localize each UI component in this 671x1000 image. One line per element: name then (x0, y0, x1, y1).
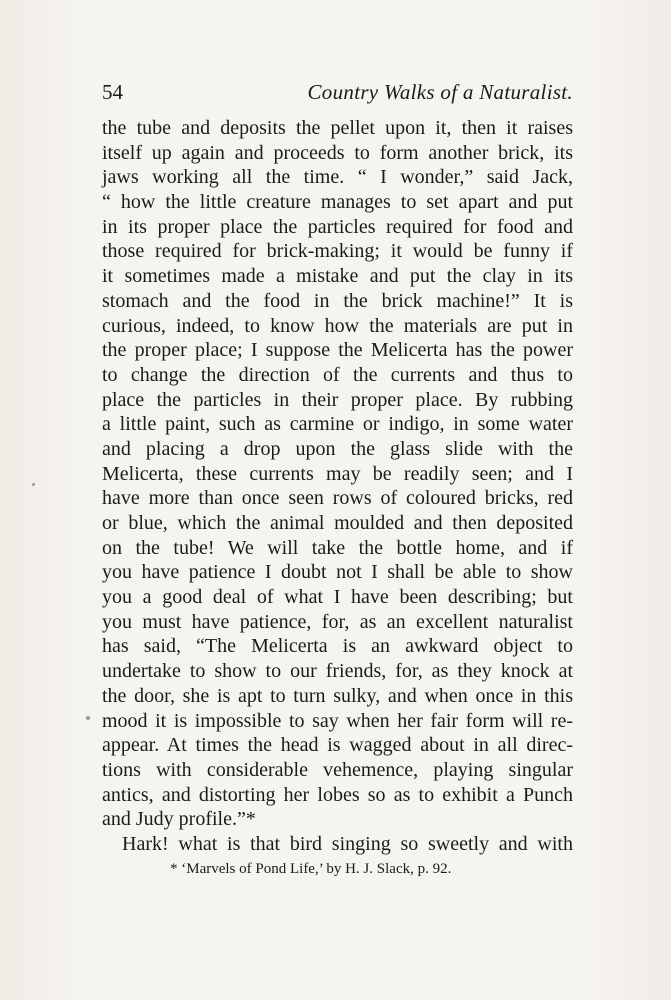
text-line: has said, “The Melicerta is an awkward object to (102, 635, 573, 658)
text-line: antics, and distorting her lobes so as to exhibit a Punch (102, 783, 573, 806)
text-line: Melicerta, these currents may be readily seen; and I (102, 462, 573, 485)
text-line: to change the direction of the currents and thus to (102, 363, 573, 386)
text-line: you a good deal of what I have been describing; but (102, 586, 573, 609)
text-line: have more than once seen rows of coloured bricks, red (102, 487, 573, 510)
text-line: those required for brick-making; it would be funny if (102, 240, 573, 263)
text-line: the proper place; I suppose the Melicerta has the power (102, 339, 573, 362)
text-line: and placing a drop upon the glass slide with the (102, 437, 573, 460)
text-line: stomach and the food in the brick machine!” It is (102, 289, 573, 312)
text-line: tions with considerable vehemence, playing singular (102, 758, 573, 781)
text-line: the door, she is apt to turn sulky, and when once in this (102, 684, 573, 707)
paragraph-end-line: and Judy profile.”* (102, 808, 256, 831)
text-line: undertake to show to our friends, for, as they knock at (102, 660, 573, 683)
text-line: you have patience I doubt not I shall be able to show (102, 561, 573, 584)
paper-speck (32, 483, 35, 486)
footnote: * ‘Marvels of Pond Life,’ by H. J. Slack, p. 92. (170, 861, 452, 877)
page-header (102, 80, 573, 108)
text-line: jaws working all the time. “ I wonder,” said Jack, (102, 166, 573, 189)
text-line: in its proper place the particles required for food and (102, 215, 573, 238)
text-line: on the tube! We will take the bottle home, and if (102, 536, 573, 559)
text-line: a little paint, such as carmine or indigo, in some water (102, 413, 573, 436)
body-text (102, 116, 573, 857)
text-line: curious, indeed, to know how the materials are put in (102, 314, 573, 337)
text-line: “ how the little creature manages to set apart and put (102, 191, 573, 214)
paper-speck (86, 716, 90, 720)
text-line: itself up again and proceeds to form another brick, its (102, 141, 573, 164)
text-line: it sometimes made a mistake and put the clay in its (102, 265, 573, 288)
page-number: 54 (102, 80, 123, 104)
text-line: appear. At times the head is wagged about in all direc- (102, 734, 573, 757)
text-line: you must have patience, for, as an excellent naturalist (102, 610, 573, 633)
text-line: mood it is impossible to say when her fair form will re- (102, 709, 573, 732)
text-line: the tube and deposits the pellet upon it, then it raises (102, 117, 573, 139)
running-title: Country Walks of a Naturalist. (307, 80, 573, 104)
text-line: or blue, which the animal moulded and then deposited (102, 512, 573, 534)
text-line: Hark! what is that bird singing so sweetly and with (122, 832, 573, 855)
text-line: place the particles in their proper place. By rubbing (102, 388, 573, 411)
